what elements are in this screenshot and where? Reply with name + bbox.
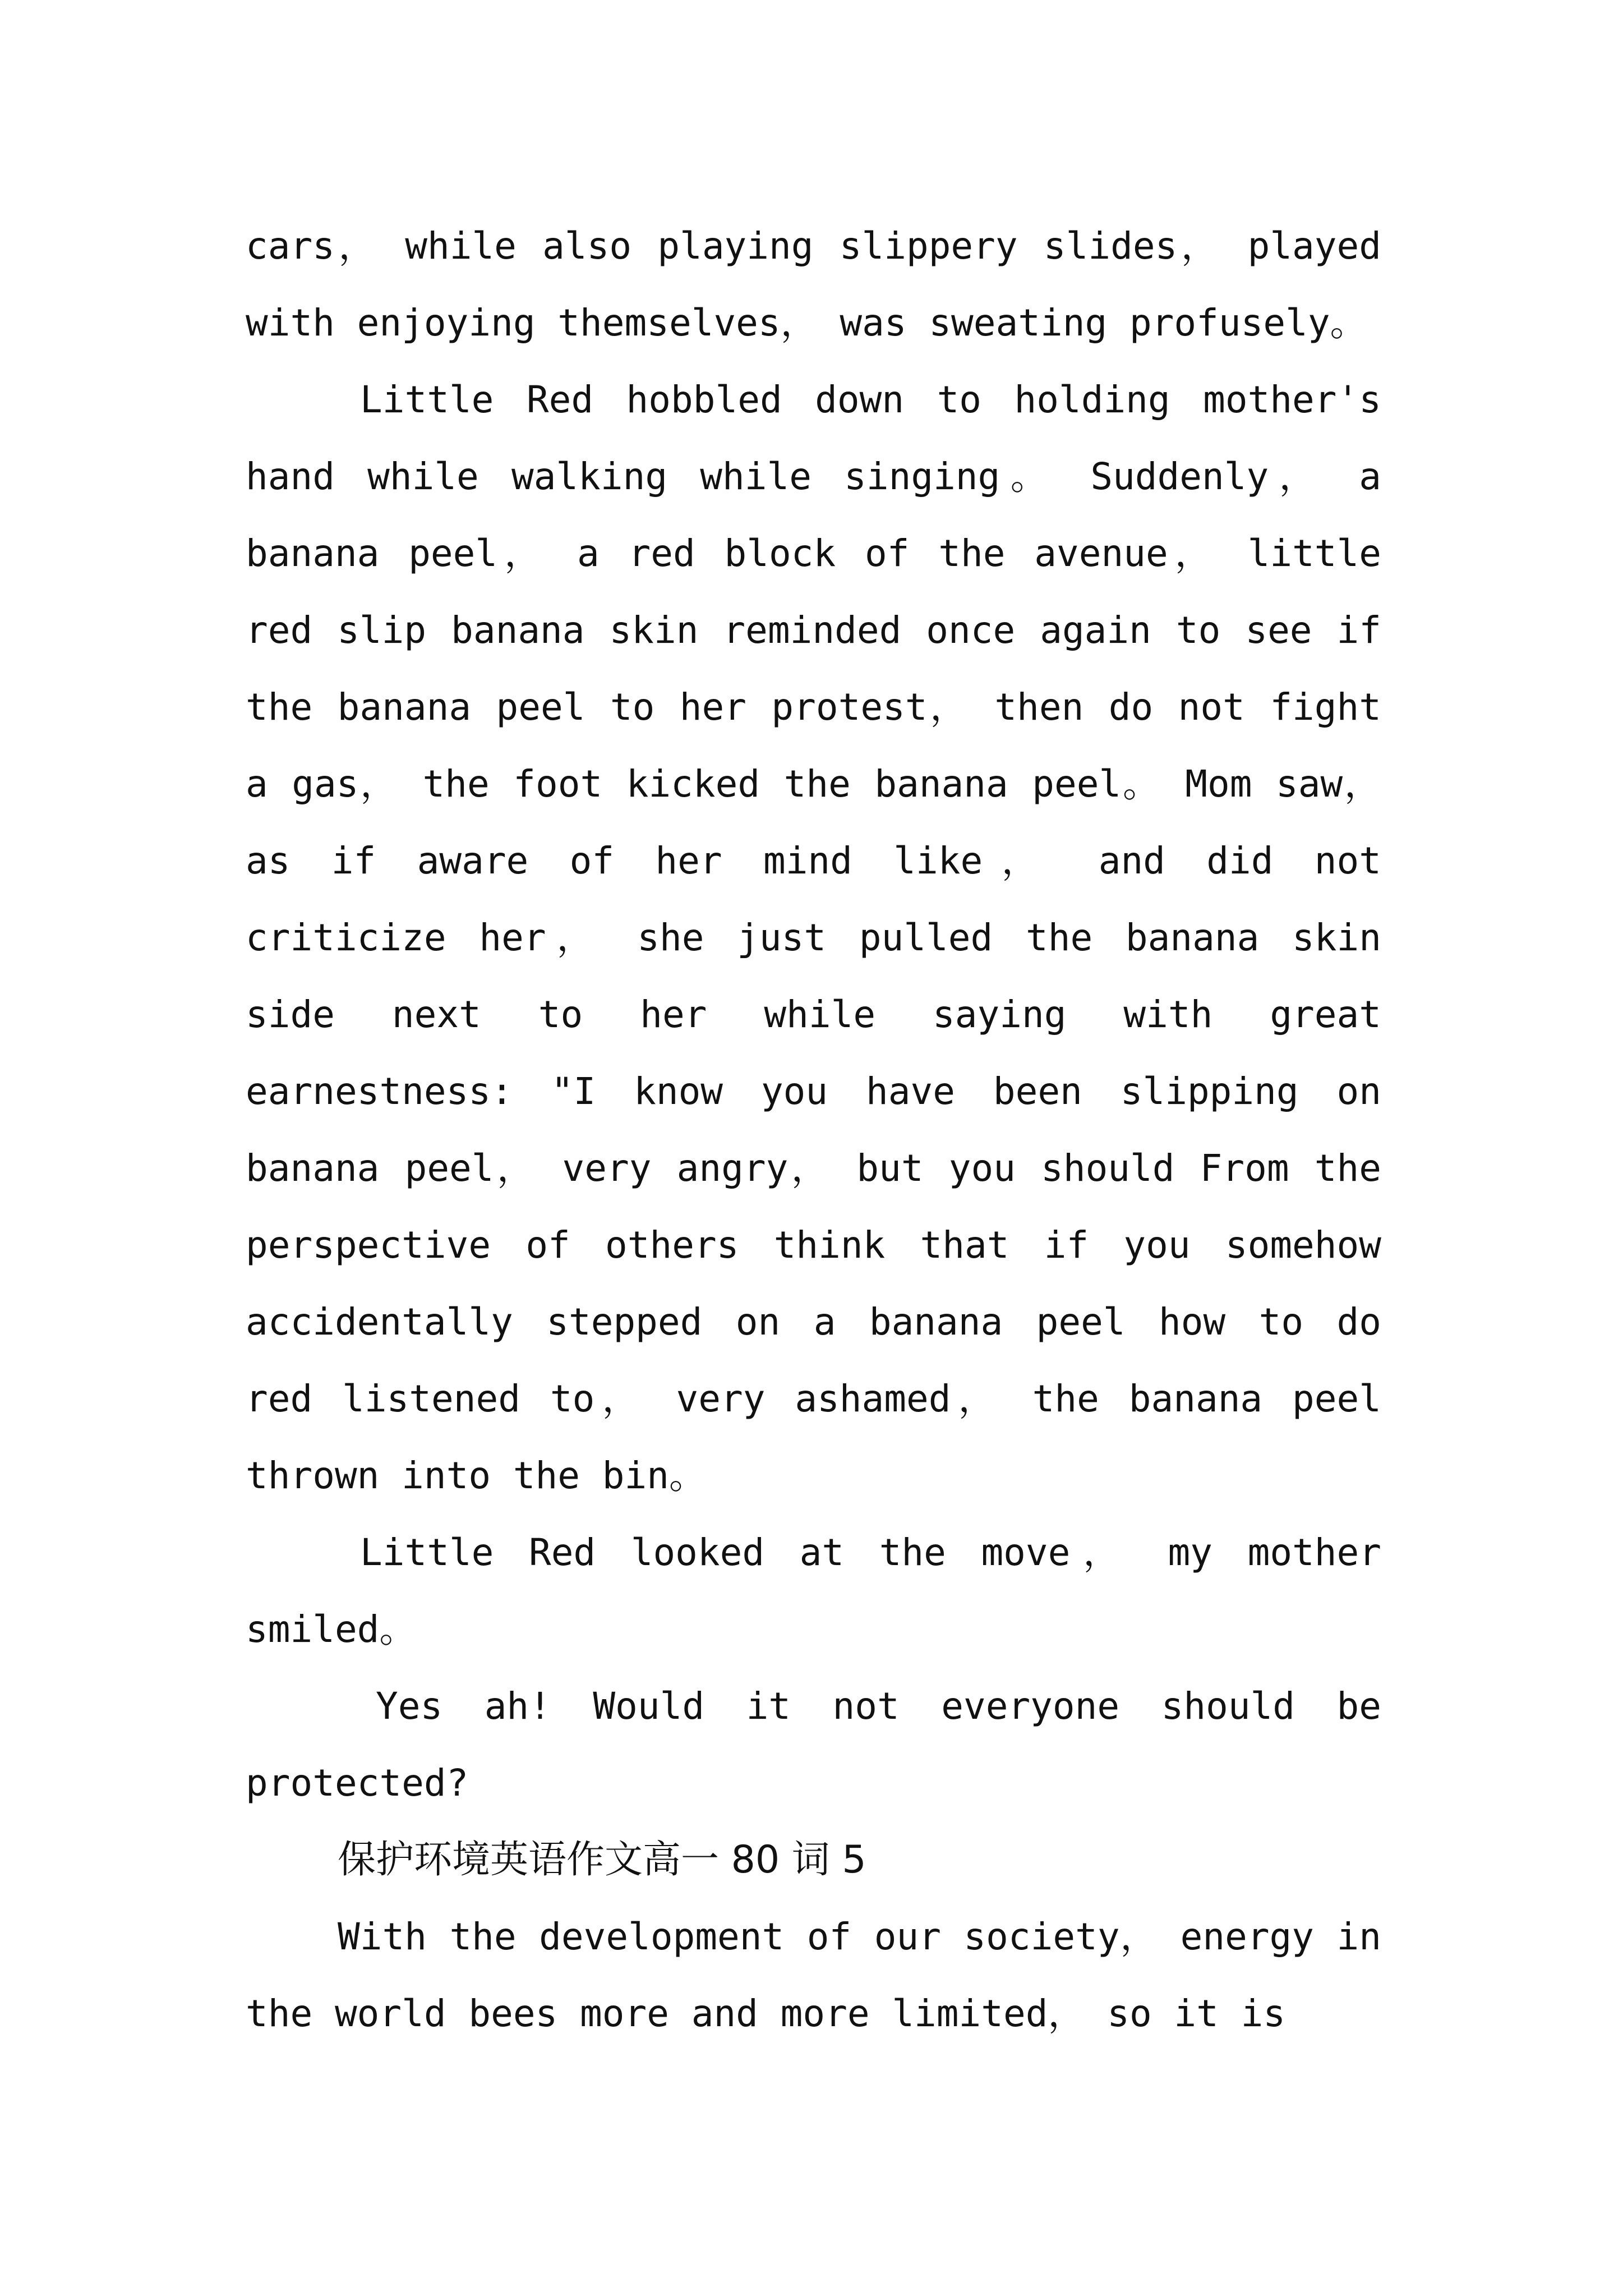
paragraph-energy-intro: With the development of our society， energy in the world bees more and more limited， so it is [246, 1915, 1381, 2035]
paragraph-banana-peel-story: Little Red hobbled down to holding mother's hand while walking while singing。 Suddenly， a banana peel， a red block of the avenue， little red slip banana skin reminded once again to see if the banana peel to her protest， then do not fight a gas， the foot kicked the banana peel。 Mom saw， as if aware of her mind like， and did not criticize her， she just pulled the banana skin side next to her while saying with great earnestness: "I know you have been slipping on banana peel， very angry， but you should From the perspective of others think that if you somehow accidentally stepped on a banana peel how to do red listened to， very ashamed， the banana peel thrown into the bin。 [246, 378, 1381, 1497]
paragraph-conclusion: Yes ah! Would it not everyone should be protected? [246, 1685, 1381, 1805]
section-heading: 保护环境英语作文高一 80 词 5 [338, 1838, 866, 1882]
paragraph-mother-smiled: Little Red looked at the move， my mother smiled。 [246, 1531, 1381, 1651]
document-body [246, 208, 1381, 2052]
paragraph-continuation: cars， while also playing slippery slides， played with enjoying themselves， was sweating profusely。 [246, 224, 1381, 344]
